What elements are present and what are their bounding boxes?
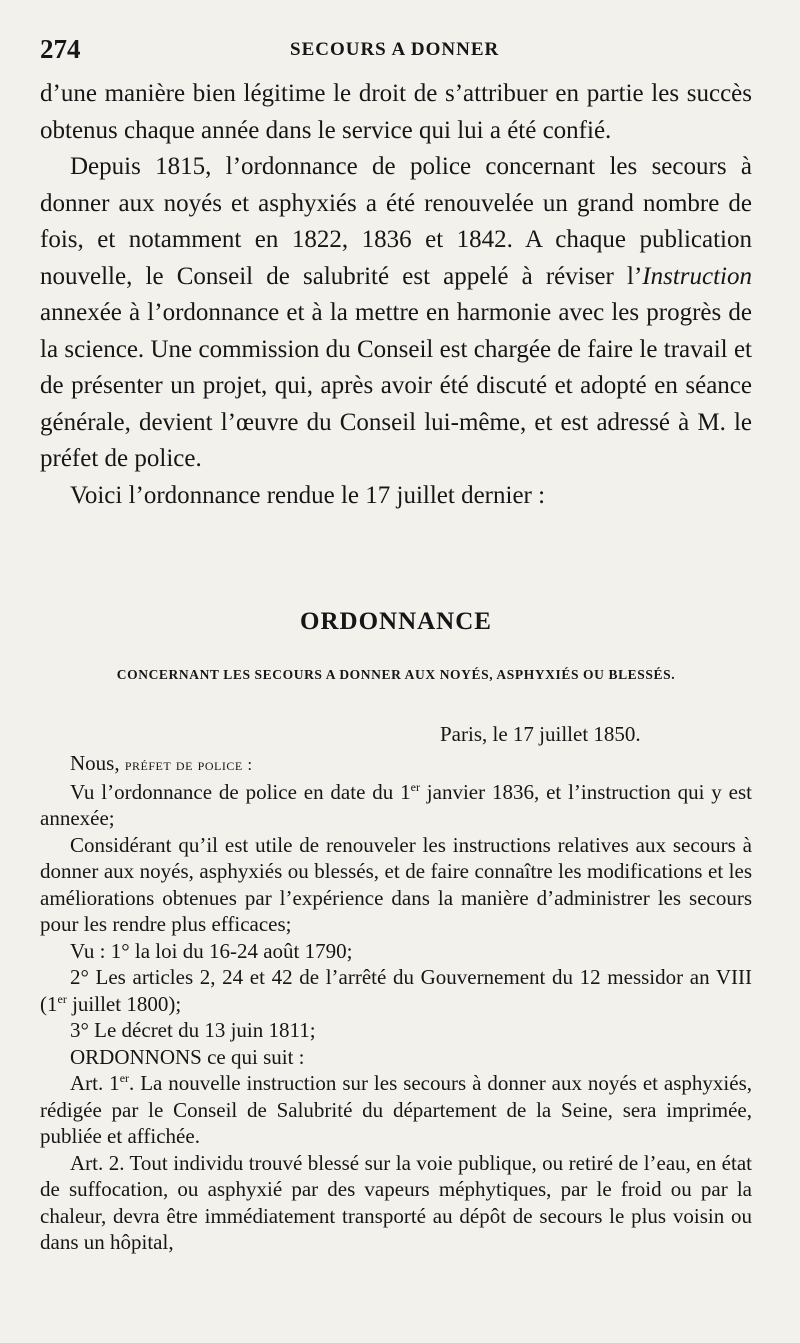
- ordinance-subtitle: CONCERNANT LES SECOURS A DONNER AUX NOYÉS, ASPHYXIÉS OU BLESSÉS.: [116, 667, 676, 682]
- intro-paragraph-3: Voici l’ordonnance rendue le 17 juillet dernier :: [70, 481, 546, 509]
- intro-paragraph-2: [40, 149, 752, 478]
- article-1-label: Art. 1: [70, 1071, 120, 1095]
- page-number: 274: [40, 34, 81, 64]
- intro-text: [40, 76, 752, 514]
- vu-paragraph-2: Vu : 1° la loi du 16-24 août 1790;: [70, 938, 353, 963]
- instruction-italic: Instruction: [642, 262, 752, 290]
- page-header: [40, 34, 760, 66]
- article-1-sup: er: [119, 1071, 130, 1085]
- ordinance-text: [40, 750, 752, 1256]
- prefet-title: préfet de police :: [124, 755, 253, 774]
- running-title: SECOURS A DONNER: [290, 39, 500, 60]
- considerant-paragraph: Considérant qu’il est utile de renouveler les instructions relatives aux secours à donner aux noyés, asphyxiés ou blessés, et de faire connaître les modifications et les améliorations obtenues par l’expérience dans la manière d’administrer les secours pour les rendre plus efficaces;: [40, 832, 752, 936]
- vu-1-sup: er: [410, 779, 420, 794]
- item-3-paragraph: 3° Le décret du 13 juin 1811;: [70, 1018, 316, 1042]
- article-1-text: . La nouvelle instruction sur les secours à donner aux noyés et asphyxiés, rédigée par le Conseil de Salubrité du département de la Seine, sera imprimée, publiée et affichée.: [40, 1071, 752, 1148]
- article-1: [40, 1070, 752, 1150]
- item-2-text-end: juillet 1800);: [66, 991, 182, 1016]
- item-2-paragraph: [40, 964, 752, 1017]
- item-2-text: 2° Les articles 2, 24 et 42 de l’arrêté du Gouvernement du 12 messidor an VIII (1: [40, 965, 752, 1016]
- nous-word: Nous,: [70, 751, 120, 775]
- nous-line: [40, 750, 752, 779]
- intro-paragraph-2-start: Depuis 1815, l’ordonnance de police concernant les secours à donner aux noyés et asphyxiés a été renouvelée un grand nombre de fois, et notamment en 1822, 1836 et 1842. A chaque publication nouvelle, le Conseil de salubrité est appelé à réviser l’: [40, 153, 752, 290]
- ordonnons-line: ORDONNONS ce qui suit :: [70, 1044, 305, 1069]
- item-2-sup: er: [57, 991, 67, 1006]
- vu-1-text: Vu l’ordonnance de police en date du 1: [70, 779, 411, 804]
- ordinance-date: Paris, le 17 juillet 1850.: [440, 722, 641, 746]
- intro-paragraph-2-end: annexée à l’ordonnance et à la mettre en harmonie avec les progrès de la science. Une commission du Conseil est chargée de faire le travail et de présenter un projet, qui, après avoir été discuté et adopté en séance générale, devient l’œuvre du Conseil lui-même, et est adressé à M. le préfet de police.: [40, 299, 752, 472]
- intro-paragraph-1: d’une manière bien légitime le droit de s’attribuer en partie les succès obtenus chaque année dans le service qui lui a été confié.: [40, 80, 752, 144]
- vu-1-text-end: janvier 1836, et l’instruction qui y est annexée;: [40, 779, 752, 830]
- ordinance-title: ORDONNANCE: [300, 608, 492, 635]
- article-2: Art. 2. Tout individu trouvé blessé sur la voie publique, ou retiré de l’eau, en état de suffocation, ou asphyxié par des vapeurs méphytiques, par le froid ou par la chaleur, devra être immédiatement transporté au dépôt de secours le plus voisin ou dans un hôpital,: [40, 1150, 752, 1254]
- vu-paragraph-1: [40, 779, 752, 832]
